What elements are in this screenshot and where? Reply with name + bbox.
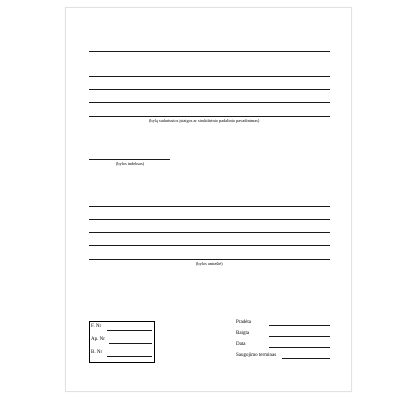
institution-line-3[interactable]: [89, 89, 330, 90]
institution-caption: (bylą sudariusios įstaigos ar struktūrinio padalinio pavadinimas): [149, 118, 260, 123]
file-title-line-2[interactable]: [89, 219, 330, 220]
file-title-line-4[interactable]: [89, 245, 330, 246]
retention-period-label: Saugojimo terminas: [236, 353, 277, 358]
institution-line-5[interactable]: [89, 116, 330, 117]
file-index-line[interactable]: [89, 159, 170, 160]
institution-line-4[interactable]: [89, 102, 330, 103]
start-date-label: Pradėta: [236, 320, 251, 325]
date-label: Data: [236, 342, 246, 347]
institution-line-1[interactable]: [89, 51, 330, 52]
file-title-caption: (bylos antraštė): [196, 261, 223, 266]
end-date-field[interactable]: [269, 336, 330, 337]
file-number-label: B. Nr: [91, 350, 103, 355]
inventory-number-label: Ap. Nr: [91, 337, 105, 342]
file-index-caption: (bylos indeksas): [116, 161, 145, 166]
file-title-line-1[interactable]: [89, 206, 330, 207]
inventory-number-field[interactable]: [109, 343, 152, 344]
end-date-label: Baigta: [236, 331, 250, 336]
fund-number-field[interactable]: [107, 330, 152, 331]
file-number-field[interactable]: [107, 356, 152, 357]
file-title-line-3[interactable]: [89, 232, 330, 233]
start-date-field[interactable]: [269, 325, 330, 326]
fund-number-label: F. Nr: [91, 324, 102, 329]
institution-line-2[interactable]: [89, 76, 330, 77]
file-title-line-5[interactable]: [89, 259, 330, 260]
retention-period-field[interactable]: [282, 358, 330, 359]
date-field[interactable]: [269, 347, 330, 348]
